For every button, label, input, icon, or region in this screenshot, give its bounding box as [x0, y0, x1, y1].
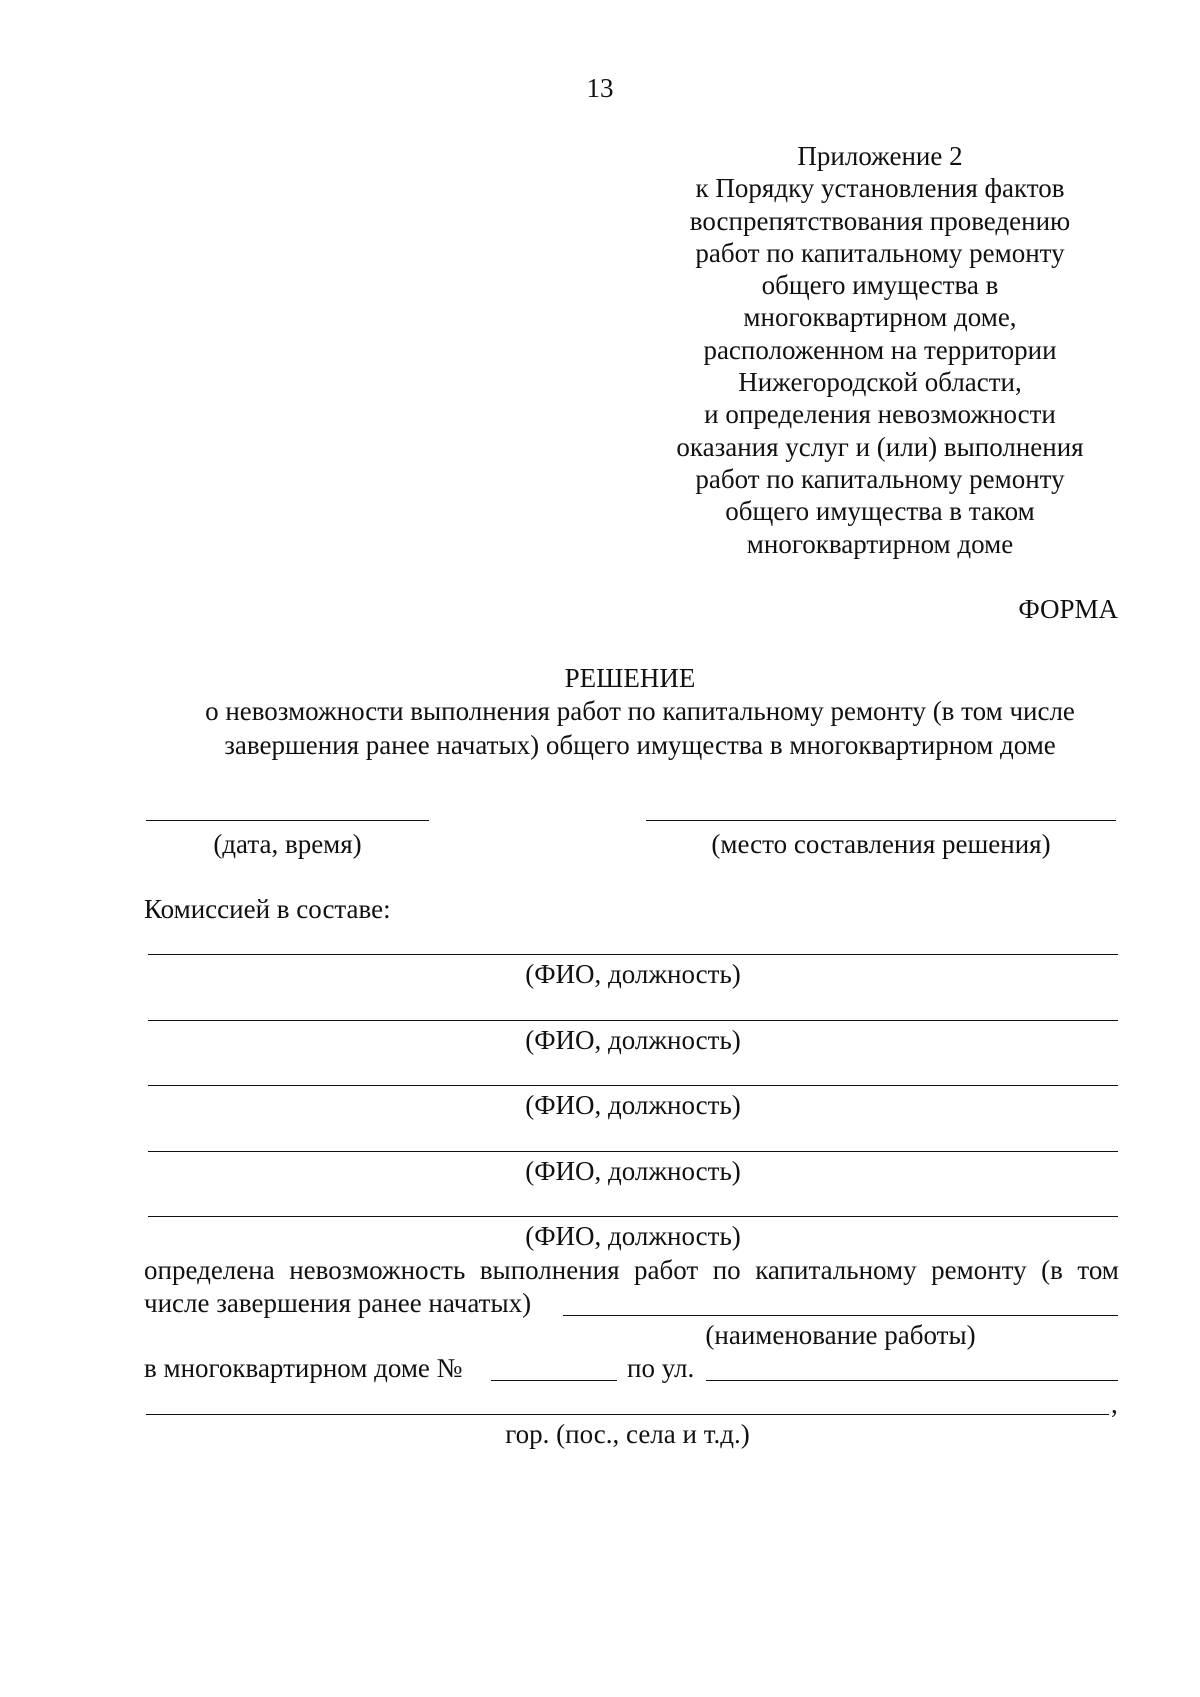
decision-word: невозможность	[289, 1255, 466, 1285]
appendix-line: работ по капитальному ремонту	[695, 237, 1065, 268]
document-subtitle	[140, 694, 1140, 762]
decision-word: ремонту	[931, 1255, 1027, 1285]
member-caption: (ФИО, должность)	[525, 1090, 741, 1120]
house-number-field-line[interactable]	[491, 1380, 617, 1381]
member-caption: (ФИО, должность)	[525, 1025, 741, 1055]
decision-line-1	[144, 1254, 1119, 1286]
decision-line-2: числе завершения ранее начатых)	[144, 1288, 532, 1318]
decision-word: том	[1077, 1255, 1119, 1285]
place-caption: (место составления решения)	[711, 829, 1051, 859]
appendix-line: расположенном на территории	[703, 334, 1057, 365]
work-name-caption: (наименование работы)	[705, 1320, 976, 1350]
city-field-line[interactable]	[146, 1414, 1109, 1415]
member-caption: (ФИО, должность)	[525, 959, 741, 989]
street-label: по ул.	[627, 1353, 695, 1383]
date-caption: (дата, время)	[213, 829, 362, 859]
date-field-line[interactable]	[146, 820, 429, 821]
member-field-line[interactable]	[148, 1216, 1118, 1217]
street-field-line[interactable]	[706, 1380, 1118, 1381]
member-field-line[interactable]	[148, 954, 1118, 955]
appendix-line: воспрепятствования проведению	[689, 205, 1071, 236]
appendix-line: многоквартирном доме	[746, 528, 1014, 559]
appendix-line: общего имущества в	[761, 270, 999, 301]
document-title: РЕШЕНИЕ	[564, 663, 696, 693]
decision-word: выполнения	[479, 1255, 620, 1285]
decision-word: работ	[634, 1255, 699, 1285]
member-caption: (ФИО, должность)	[525, 1156, 741, 1186]
appendix-line: работ по капитальному ремонту	[695, 463, 1065, 494]
place-field-line[interactable]	[646, 820, 1116, 821]
member-field-line[interactable]	[148, 1085, 1118, 1086]
city-line-comma: ,	[1111, 1389, 1118, 1419]
decision-word: (в	[1041, 1255, 1063, 1285]
decision-word: капитальному	[755, 1255, 917, 1285]
subtitle-line: завершения ранее начатых) общего имущества в многоквартирном доме	[224, 730, 1056, 760]
appendix-line: и определения невозможности	[704, 399, 1056, 430]
house-number-label: в многоквартирном доме №	[144, 1353, 463, 1383]
form-label: ФОРМА	[1018, 594, 1118, 624]
appendix-line: оказания услуг и (или) выполнения	[676, 431, 1084, 462]
commission-label: Комиссией в составе:	[144, 894, 391, 924]
subtitle-line: о невозможности выполнения работ по капитальному ремонту (в том числе	[205, 696, 1075, 726]
appendix-line: Приложение 2	[797, 141, 963, 171]
appendix-line: к Порядку установления фактов	[695, 173, 1065, 204]
member-field-line[interactable]	[148, 1020, 1118, 1021]
city-caption: гор. (пос., села и т.д.)	[505, 1419, 750, 1449]
member-caption: (ФИО, должность)	[525, 1221, 741, 1251]
page-number: 13	[586, 73, 614, 103]
appendix-line: многоквартирном доме,	[743, 302, 1017, 333]
decision-word: по	[712, 1255, 741, 1285]
appendix-line: общего имущества в таком	[725, 496, 1035, 527]
decision-word: определена	[144, 1255, 275, 1285]
member-field-line[interactable]	[148, 1151, 1118, 1152]
appendix-header	[640, 140, 1120, 560]
appendix-line: Нижегородской области,	[738, 367, 1022, 398]
work-name-field-line[interactable]	[563, 1315, 1118, 1316]
